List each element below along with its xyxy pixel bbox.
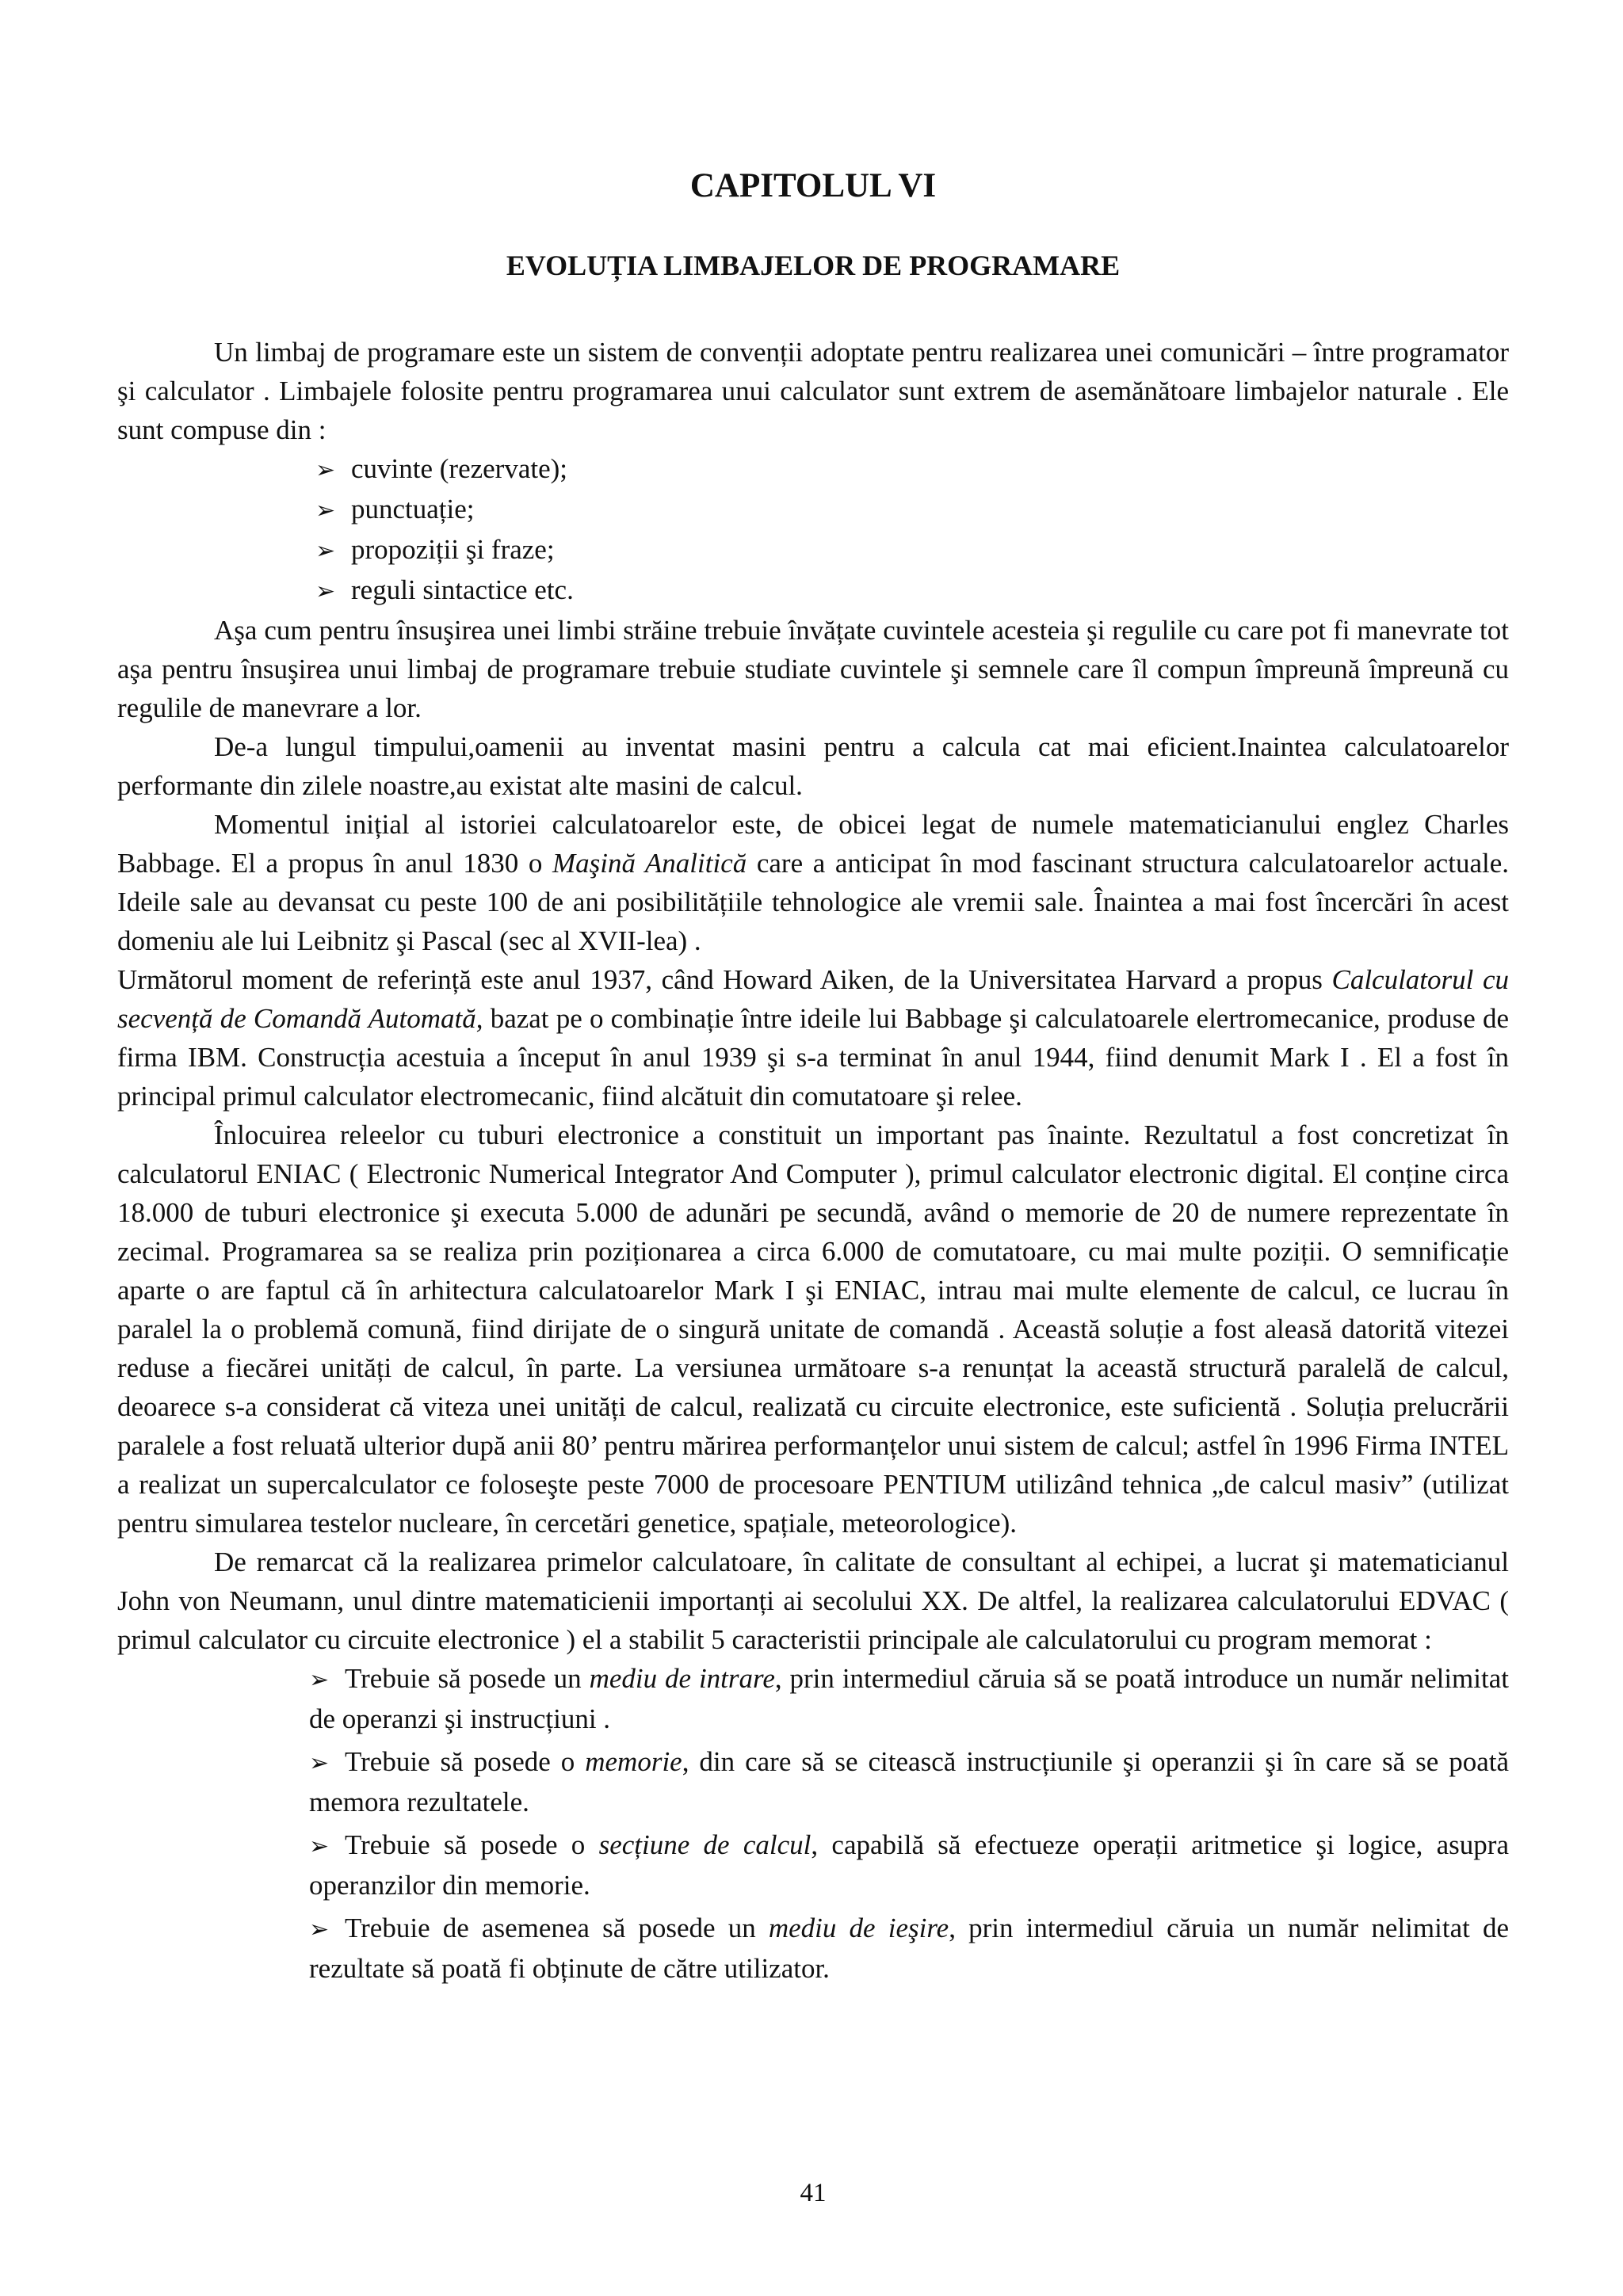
arrow-bullet-icon: ➢ bbox=[309, 1667, 330, 1693]
arrow-bullet-icon: ➢ bbox=[309, 1750, 330, 1776]
list-item-text: , prin intermediul căruia un număr nelimitat de rezultate să poată fi obținute de către utilizator. bbox=[309, 1913, 1510, 1984]
emphasis-text: mediu de intrare bbox=[589, 1663, 775, 1694]
list-item bbox=[309, 1659, 1509, 1738]
list-item-text: reguli sintactice etc. bbox=[351, 574, 574, 605]
paragraph-eniac: Înlocuirea releelor cu tuburi electronice a constituit un important pas înainte. Rezultatul a fost concretizat în calculatorul ENIAC ( Electronic Numerical Integrator And Computer ), primul calculator electronic digital. El conține circa 18.000 de tuburi electronice şi executa 5.000 de adunări pe secundă, având o memorie de 20 de numere reprezentate în zecimal. Programarea sa se realiza prin poziționarea a circa 6.000 de comutatoare, cu mai multe poziții. O semnificație aparte o are faptul că în arhitectura calculatoarelor Mark I şi ENIAC, intrau mai multe elemente de calcul, ce lucrau în paralel la o problemă comună, fiind dirijate de o singură unitate de comandă . Această soluție a fost aleasă datorită vitezei reduse a fiecărei unități de calcul, în parte. La versiunea următoare s-a renunțat la această structură paralelă de calcul, deoarece s-a considerat că viteza unei unități de calcul, realizată cu circuite electronice, este suficientă . Soluția prelucrării paralele a fost reluată ulterior după anii 80’ pentru mărirea performanțelor unui sistem de calcul; astfel în 1996 Firma INTEL a realizat un supercalculator ce foloseşte peste 7000 de procesoare PENTIUM utilizând tehnica „de calcul masiv” (utilizat pentru simularea testelor nucleare, în cercetări genetice, spațiale, meteorologice). bbox=[117, 1119, 1509, 1539]
chapter-title: EVOLUȚIA LIMBAJELOR DE PROGRAMARE bbox=[506, 250, 1121, 281]
list-item-text: punctuație; bbox=[351, 494, 475, 524]
intro-paragraph: Un limbaj de programare este un sistem de convenții adoptate pentru realizarea unei comunicări – între programator şi calculator . Limbajele folosite pentru programarea unui calculator sunt extrem de asemănătoare limbajelor naturale . Ele sunt compuse din : bbox=[117, 337, 1509, 445]
list-item bbox=[315, 530, 1509, 570]
list-item-text: , prin intermediul căruia să se poată introduce un număr nelimitat de operanzi şi instrucțiuni . bbox=[309, 1663, 1509, 1734]
page-body bbox=[117, 333, 1509, 1992]
characteristics-list bbox=[117, 1659, 1509, 1988]
paragraph-language-learning: Aşa cum pentru însuşirea unei limbi străine trebuie învățate cuvintele acesteia şi regulile cu care pot fi manevrate tot aşa pentru însuşirea unui limbaj de programare trebuie studiate cuvintele şi semnele care îl compun împreună împreună cu regulile de manevrare a lor. bbox=[117, 615, 1509, 723]
list-item-text: Trebuie de asemenea să posede un bbox=[345, 1913, 769, 1943]
list-item bbox=[315, 449, 1509, 490]
emphasis-text: mediu de ieşire bbox=[768, 1913, 949, 1943]
emphasis-text: Maşină Analitică bbox=[552, 848, 747, 879]
arrow-bullet-icon: ➢ bbox=[315, 578, 336, 605]
list-item-text: , din care să se citească instrucțiunile şi operanzii şi în care să se poată memora rezultatele. bbox=[309, 1746, 1509, 1817]
emphasis-text: secțiune de calcul bbox=[598, 1829, 812, 1860]
paragraph-text: Momentul inițial al istoriei calculatoarelor este, de obicei legat de numele matematicianului englez Charles Babbage. El a propus în anul 1830 o bbox=[117, 809, 1509, 879]
paragraph-text: care a anticipat în mod fascinant structura calculatoarelor actuale. Ideile sale au devansat cu peste 100 de ani posibilitățiile tehnologice ale vremii sale. Înaintea a mai fost încercări în acest domeniu ale lui Leibnitz şi Pascal (sec al XVII-lea) . bbox=[117, 848, 1509, 956]
list-item-text: , capabilă să efectueze operații aritmetice şi logice, asupra operanzilor din memorie. bbox=[309, 1829, 1509, 1901]
paragraph-text: Următorul moment de referință este anul 1937, când Howard Aiken, de la Universitatea Harvard a propus bbox=[117, 964, 1332, 995]
list-item bbox=[315, 490, 1509, 530]
list-item bbox=[309, 1742, 1509, 1821]
arrow-bullet-icon: ➢ bbox=[309, 1833, 330, 1859]
list-item bbox=[315, 570, 1509, 611]
arrow-bullet-icon: ➢ bbox=[315, 498, 336, 524]
list-item bbox=[309, 1825, 1509, 1905]
list-item bbox=[309, 1909, 1509, 1988]
paragraph-text: bazat pe o combinație între ideile lui Babbage şi calculatoarele elertromecanice, produse de firma IBM. Construcția acestuia a început în anul 1939 şi s-a terminat în anul 1944, fiind denumit Mark I . El a fost în principal primul calculator electromecanic, fiind alcătuit din comutatoare şi relee. bbox=[117, 1003, 1509, 1112]
paragraph-aiken bbox=[117, 960, 1509, 1116]
arrow-bullet-icon: ➢ bbox=[315, 457, 336, 483]
arrow-bullet-icon: ➢ bbox=[309, 1917, 330, 1943]
chapter-heading: CAPITOLUL VI bbox=[689, 167, 937, 204]
paragraph-babbage bbox=[117, 805, 1509, 960]
list-item-text: Trebuie să posede o bbox=[345, 1829, 599, 1860]
list-item-text: Trebuie să posede un bbox=[345, 1663, 590, 1694]
arrow-bullet-icon: ➢ bbox=[315, 538, 336, 564]
paragraph-von-neumann: De remarcat că la realizarea primelor calculatoare, în calitate de consultant al echipei, a lucrat şi matematicianul John von Neumann, unul dintre matematicienii importanți ai secolului XX. De altfel, la realizarea calculatorului EDVAC ( primul calculator cu circuite electronice ) el a stabilit 5 caracteristii principale ale calculatorului cu program memorat : bbox=[117, 1547, 1509, 1655]
emphasis-text: Calculatorul cu secvență de Comandă Automată, bbox=[117, 964, 1509, 1034]
list-item-text: Trebuie să posede o bbox=[345, 1746, 586, 1777]
list-item-text: cuvinte (rezervate); bbox=[351, 453, 568, 484]
list-item-text: propoziții şi fraze; bbox=[351, 534, 555, 565]
components-list bbox=[117, 449, 1509, 611]
paragraph-calculating-machines: De-a lungul timpului,oamenii au inventat masini pentru a calcula cat mai eficient.Inaintea calculatoarelor performante din zilele noastre,au existat alte masini de calcul. bbox=[117, 731, 1509, 801]
page-number: 41 bbox=[800, 2179, 827, 2207]
emphasis-text: memorie bbox=[585, 1746, 682, 1777]
